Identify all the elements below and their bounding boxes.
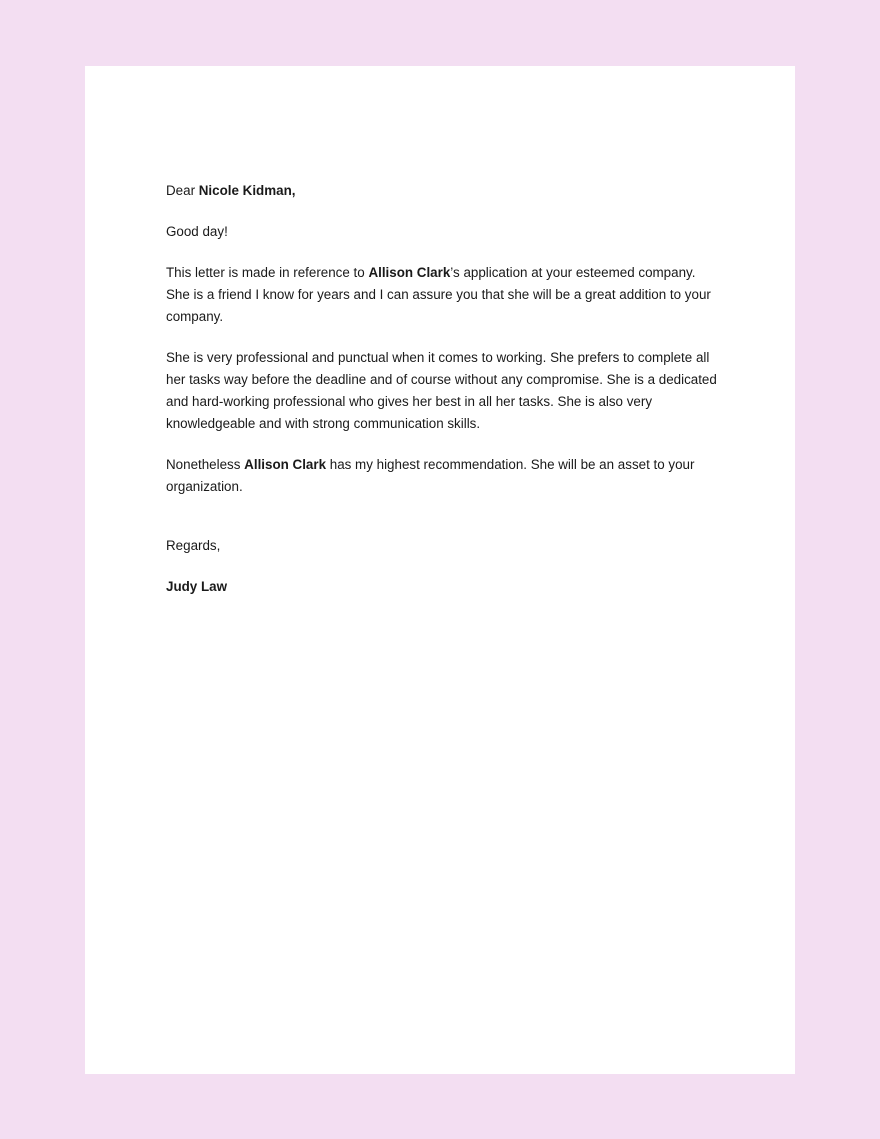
paragraph-2: She is very professional and punctual when it comes to working. She prefers to complete all her tasks way before the deadline and of course without any compromise. She is a dedicated and hard-working professional who gives her best in all her tasks. She is also very knowledgeable and with strong communication skills. bbox=[166, 350, 717, 431]
paragraph-1-text-end: ’s application at your esteemed company. She is a friend I know for years and I can assure you that she will be a great addition to your company. bbox=[166, 265, 711, 324]
candidate-name: Allison Clark bbox=[244, 457, 327, 472]
signature bbox=[166, 576, 721, 598]
paragraph-3-text-end: has my highest recommendation. She will be an asset to your organization. bbox=[166, 457, 695, 494]
closing: Regards, bbox=[166, 538, 221, 553]
paragraph-1-text-start: This letter is made in reference to bbox=[166, 265, 369, 280]
letter-page bbox=[85, 66, 795, 1074]
paragraph-3 bbox=[166, 454, 721, 498]
letter-body bbox=[166, 180, 721, 598]
greeting: Good day! bbox=[166, 224, 228, 239]
salutation bbox=[166, 180, 721, 202]
paragraph-3-text-start: Nonetheless bbox=[166, 457, 245, 472]
paragraph-1 bbox=[166, 262, 721, 328]
candidate-name: Allison Clark bbox=[368, 265, 451, 280]
signature-name: Judy Law bbox=[166, 579, 228, 594]
salutation-prefix: Dear bbox=[166, 183, 199, 198]
recipient-name: Nicole Kidman, bbox=[198, 183, 296, 198]
